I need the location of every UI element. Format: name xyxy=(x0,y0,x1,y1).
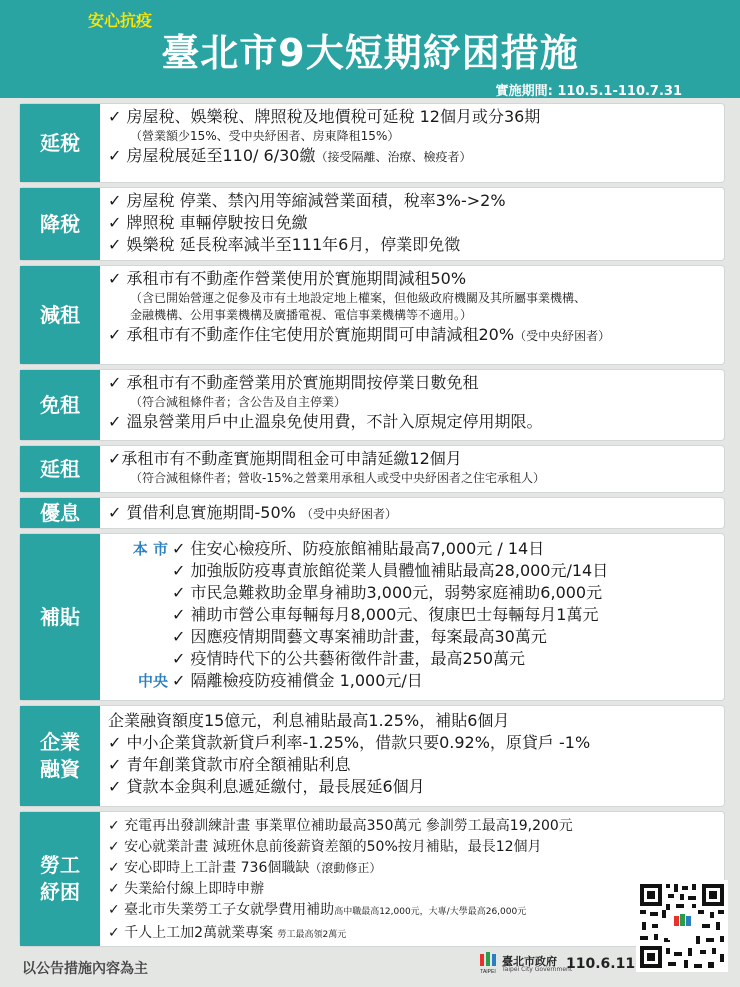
section-label: 企業 融資 xyxy=(20,706,100,806)
section-label: 延租 xyxy=(20,446,100,492)
item-line: ✓ 加強版防疫專責旅館從業人員體恤補貼最高28,000元/14日 xyxy=(172,561,609,580)
section-content xyxy=(116,538,720,692)
section-content xyxy=(108,372,720,433)
item-line: ✓ 市民急難救助金單身補助3,000元，弱勢家庭補助6,000元 xyxy=(172,583,603,602)
section-interest xyxy=(20,498,724,528)
period-text: 實施期間: 110.5.1-110.7.31 xyxy=(495,84,682,99)
item-line: ✓ 因應疫情期間藝文專案補助計畫，每案最高30萬元 xyxy=(172,627,547,646)
item-line: ✓ 承租市有不動產營業用於實施期間按停業日數免租 xyxy=(108,373,479,392)
item-note: （含已開始營運之促參及市有土地設定地上權案，但他級政府機關及其所屬事業機構、 xyxy=(130,291,587,305)
section-content xyxy=(108,190,720,256)
svg-text:TAIPEI: TAIPEI xyxy=(480,969,496,974)
item-line: ✓ 牌照稅 車輛停駛按日免繳 xyxy=(108,213,308,232)
qr-code[interactable] xyxy=(636,880,728,972)
section-rent-waiver xyxy=(20,370,724,440)
item-line: ✓ 承租市有不動產作住宅使用於實施期間可申請減租20%（受中央紓困者） xyxy=(108,325,611,344)
section-rent-reduction xyxy=(20,266,724,364)
section-content xyxy=(108,106,720,168)
footer-note: 以公告措施內容為主 xyxy=(22,961,148,977)
item-line: ✓ 失業給付線上即時申辦 xyxy=(108,881,265,897)
item-line: 中央 ✓ 隔離檢疫防疫補償金 1,000元/日 xyxy=(116,670,720,692)
item-note: 金融機構、公用事業機構及廣播電視、電信事業機構等不適用。） xyxy=(130,308,473,322)
item-line: ✓ 青年創業貸款市府全額補貼利息 xyxy=(108,755,351,774)
item-line: ✓ 安心即時上工計畫 736個職缺（滾動修正） xyxy=(108,860,382,876)
item-line: ✓ 貸款本金與利息遞延繳付，最長展延6個月 xyxy=(108,777,425,796)
section-tax-deferral xyxy=(20,104,724,182)
item-note: （營業額少15%、受中央紓困者、房東降租15%） xyxy=(130,129,400,143)
item-line: ✓ 溫泉營業用戶中止溫泉免使用費，不計入原規定停用期限。 xyxy=(108,412,543,431)
section-label: 優息 xyxy=(20,498,100,528)
page-title: 臺北市9大短期紓困措施 xyxy=(161,31,579,75)
item-line: 本 市 ✓ 住安心檢疫所、防疫旅館補貼最高7,000元 / 14日 xyxy=(116,538,720,560)
section-label: 延稅 xyxy=(20,104,100,182)
section-content xyxy=(108,502,720,525)
item-line: ✓承租市有不動產實施期間租金可申請延繳12個月 xyxy=(108,449,462,468)
publish-date: 110.6.11 xyxy=(566,956,636,972)
section-content xyxy=(108,448,720,487)
section-tax-reduction xyxy=(20,188,724,260)
section-label: 勞工 紓困 xyxy=(20,812,100,946)
item-note: （符合減租條件者；營收-15%之營業用承租人或受中央紓困者之住宅承租人） xyxy=(130,471,546,485)
header-banner xyxy=(0,0,740,98)
item-line: ✓ 房屋稅 停業、禁內用等縮減營業面積，稅率3%->2% xyxy=(108,191,506,210)
item-line: ✓ 疫情時代下的公共藝術徵件計畫，最高250萬元 xyxy=(172,649,526,668)
item-line: ✓ 千人上工加2萬就業專案 勞工最高領2萬元 xyxy=(108,925,347,941)
logo-name: 臺北市政府 xyxy=(502,955,557,968)
item-line: ✓ 質借利息實施期間-50% （受中央紓困者） xyxy=(108,503,397,522)
item-line: ✓ 娛樂稅 延長稅率減半至111年6月，停業即免徵 xyxy=(108,235,461,254)
item-note: （符合減租條件者；含公告及自主停業） xyxy=(130,395,347,409)
section-rent-deferral xyxy=(20,446,724,492)
section-business-financing xyxy=(20,706,724,806)
item-line: ✓ 臺北市失業勞工子女就學費用補助高中職最高12,000元，大專/大學最高26,000元 xyxy=(108,902,527,918)
section-label: 免租 xyxy=(20,370,100,440)
section-content xyxy=(108,710,720,798)
section-content xyxy=(108,816,720,946)
item-line: ✓ 安心就業計畫 減班休息前後薪資差額的50%按月補貼，最長12個月 xyxy=(108,839,542,855)
qr-code-graphic xyxy=(636,880,728,972)
logo-english: Taipei City Government xyxy=(502,966,573,973)
central-tag: 中央 xyxy=(137,672,168,690)
section-label: 補貼 xyxy=(20,534,100,700)
taipei-logo-icon xyxy=(478,952,498,974)
item-line: ✓ 充電再出發訓練計畫 事業單位補助最高350萬元 參訓勞工最高19,200元 xyxy=(108,818,573,834)
item-line: ✓ 承租市有不動產作營業使用於實施期間減租50% xyxy=(108,269,467,288)
section-labor-relief xyxy=(20,812,724,946)
item-line: ✓ 房屋稅、娛樂稅、牌照稅及地價稅可延稅 12個月或分36期 xyxy=(108,107,541,126)
section-subsidy xyxy=(20,534,724,700)
item-line: ✓ 補助市營公車每輛每月8,000元、復康巴士每輛每月1萬元 xyxy=(172,605,599,624)
item-line: ✓ 房屋稅展延至110/ 6/30繳（接受隔離、治療、檢疫者） xyxy=(108,146,472,165)
section-content xyxy=(108,268,720,347)
header-tag: 安心抗疫 xyxy=(88,11,153,30)
city-tag: 本 市 xyxy=(132,540,168,558)
section-label: 減租 xyxy=(20,266,100,364)
section-label: 降稅 xyxy=(20,188,100,260)
item-line: ✓ 中小企業貸款新貸戶利率-1.25%，借款只要0.92%，原貸戶 -1% xyxy=(108,733,591,752)
item-line: 企業融資額度15億元，利息補貼最高1.25%，補貼6個月 xyxy=(108,711,510,730)
